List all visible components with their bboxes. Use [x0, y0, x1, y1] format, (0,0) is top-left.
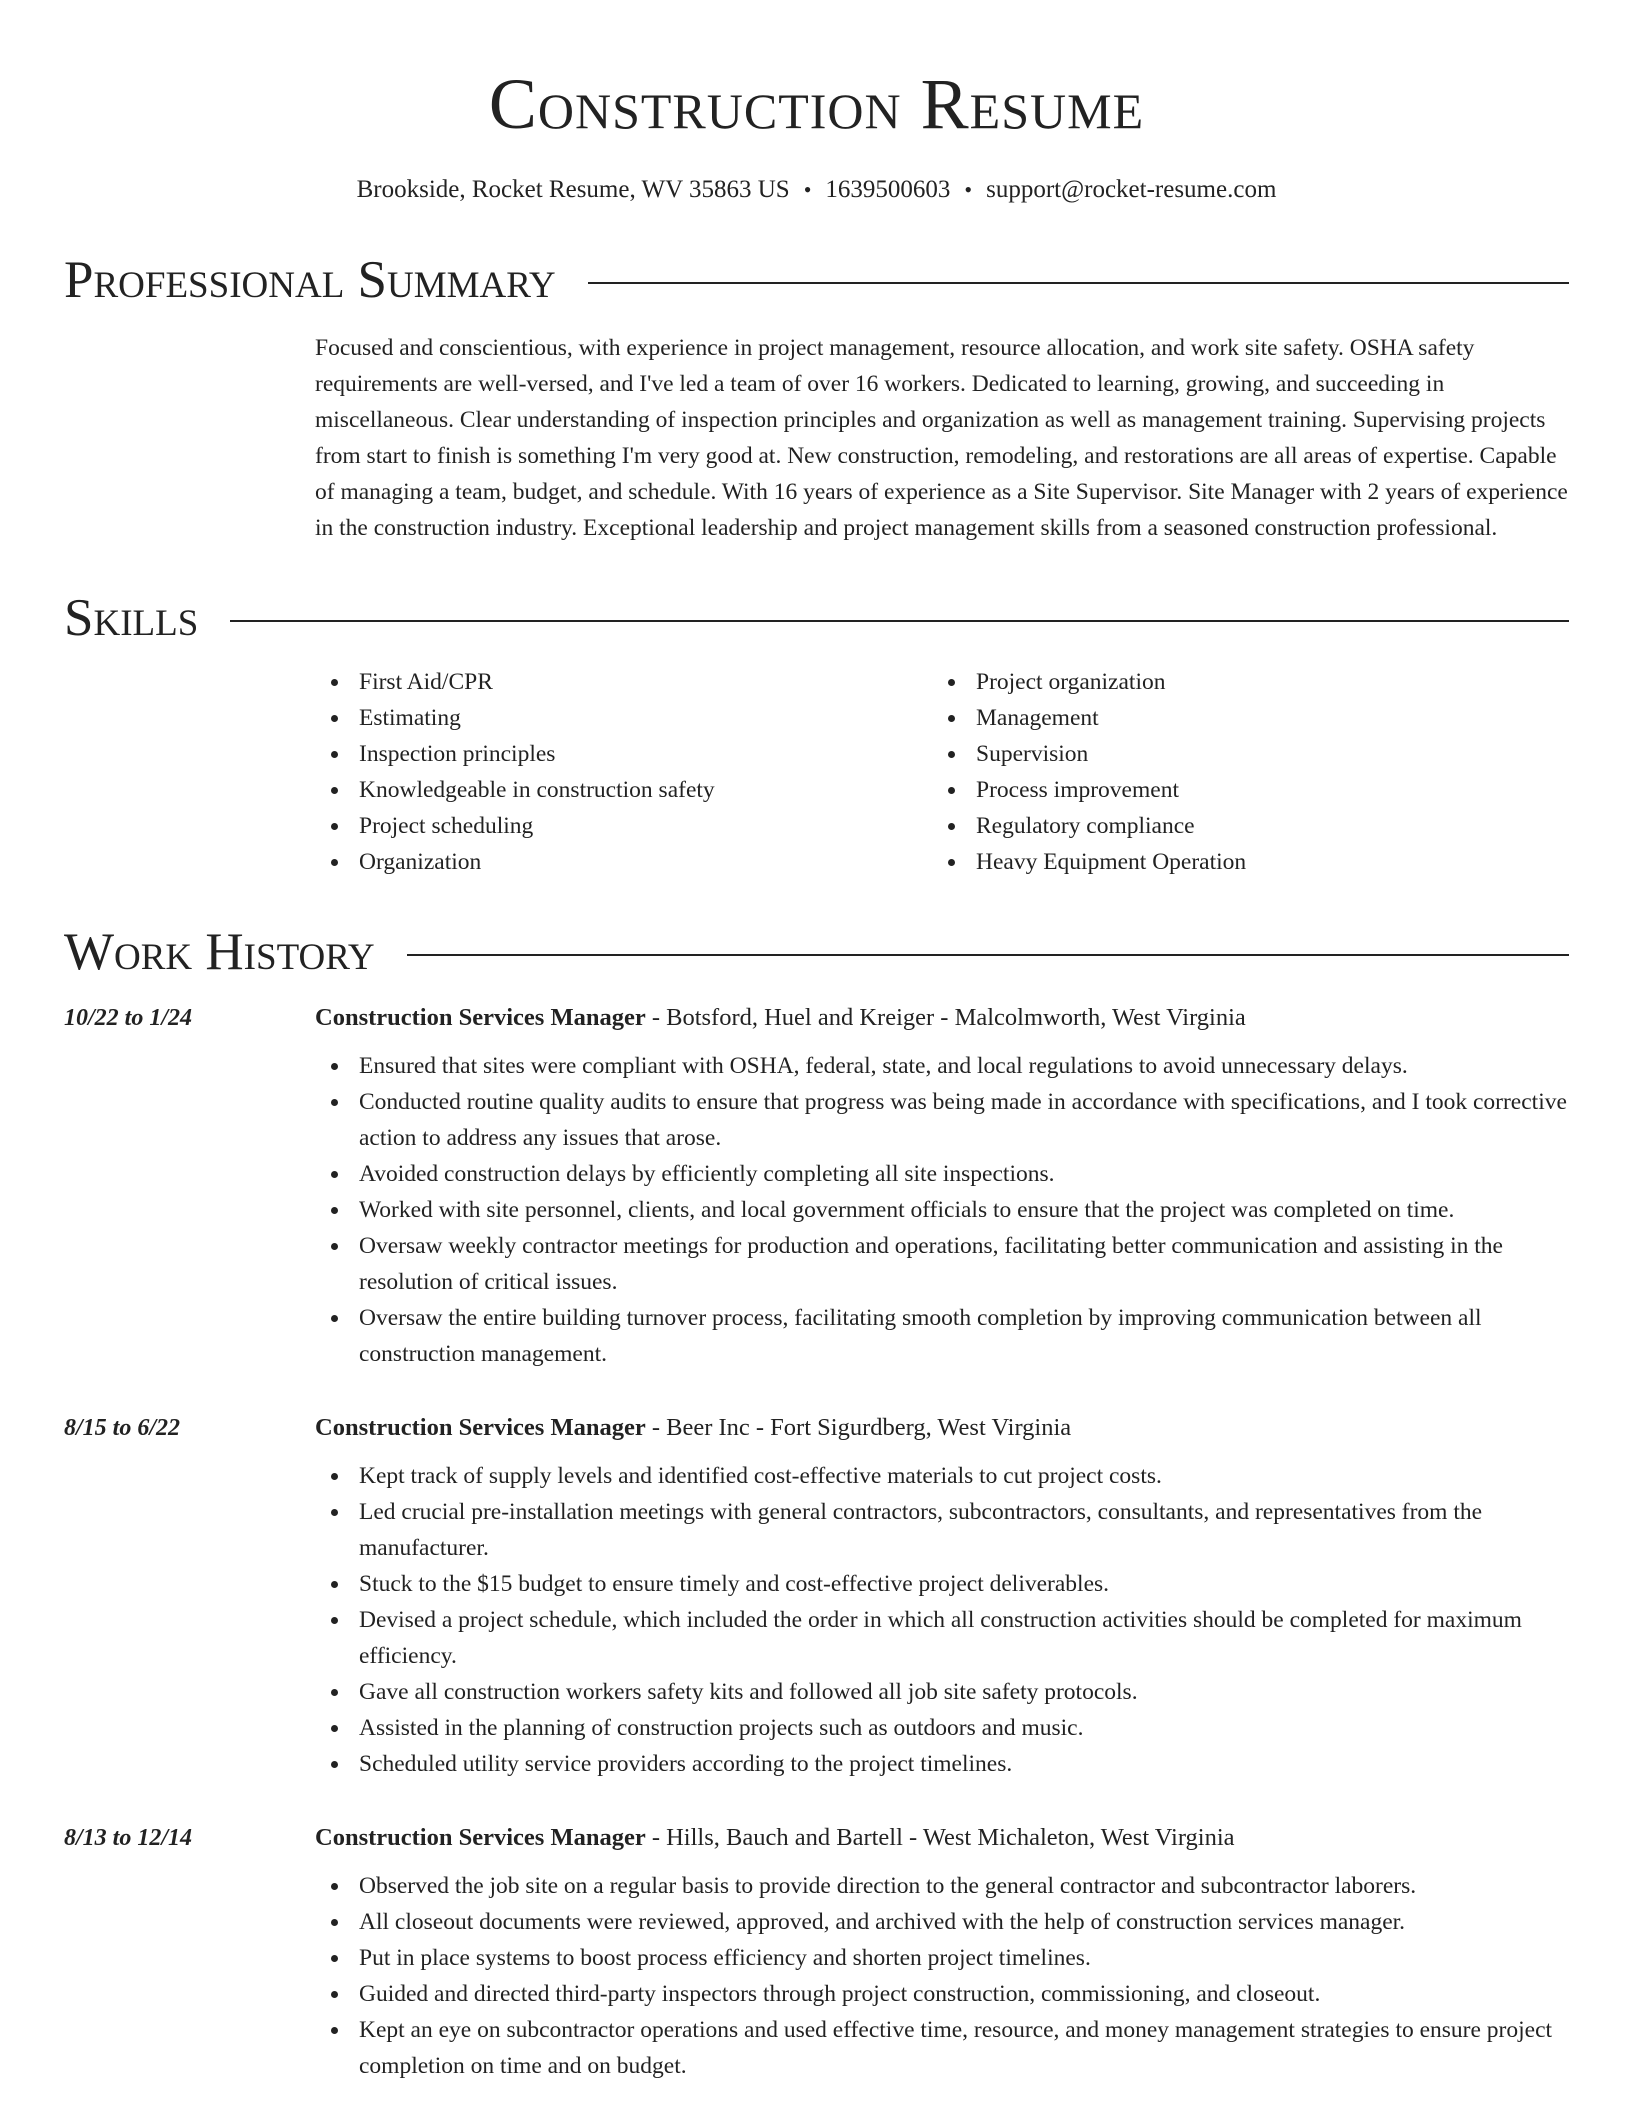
- job-bullet: Avoided construction delays by efficiently completing all site inspections.: [315, 1156, 1569, 1192]
- job-body: [315, 1408, 1569, 1782]
- work-history-header: [64, 920, 1569, 984]
- summary-title: Professional Summary: [64, 251, 556, 309]
- job-bullet: Gave all construction workers safety kits and followed all job site safety protocols.: [315, 1674, 1569, 1710]
- job-bullet: Led crucial pre-installation meetings with general contractors, subcontractors, consultants, and representatives from the manufacturer.: [315, 1494, 1569, 1566]
- contact-line: [64, 172, 1569, 208]
- skill-item: Project organization: [932, 664, 1549, 700]
- job-bullet: Assisted in the planning of construction projects such as outdoors and music.: [315, 1710, 1569, 1746]
- job-dates: 10/22 to 1/24: [64, 1005, 193, 1031]
- job-bullet: Observed the job site on a regular basis to provide direction to the general contractor and subcontractor laborers.: [315, 1868, 1569, 1904]
- job-bullet-list: [315, 1868, 1569, 2084]
- job-heading: [315, 1408, 1569, 1448]
- skill-item: Organization: [315, 844, 932, 880]
- job-entry: [64, 998, 1569, 1372]
- job-employer-location: - Hills, Bauch and Bartell - West Michaleton, West Virginia: [645, 1824, 1235, 1851]
- job-body: [315, 998, 1569, 1372]
- job-bullet-list: [315, 1458, 1569, 1782]
- resume-page: [64, 56, 1569, 2084]
- work-history-title: Work History: [64, 923, 375, 981]
- job-bullet-list: [315, 1048, 1569, 1372]
- skill-item: First Aid/CPR: [315, 664, 932, 700]
- job-bullet: Worked with site personnel, clients, and local government officials to ensure that the project was completed on time.: [315, 1192, 1569, 1228]
- skill-item: Regulatory compliance: [932, 808, 1549, 844]
- skills-header: [64, 586, 1569, 650]
- job-heading: [315, 998, 1569, 1038]
- job-title: Construction Services Manager: [315, 1414, 646, 1441]
- section-divider: [230, 620, 1569, 622]
- summary-header: [64, 248, 1569, 312]
- contact-phone: 1639500603: [825, 176, 951, 203]
- skill-item: Inspection principles: [315, 736, 932, 772]
- job-bullet: Ensured that sites were compliant with OSHA, federal, state, and local regulations to avoid unnecessary delays.: [315, 1048, 1569, 1084]
- skill-item: Knowledgeable in construction safety: [315, 772, 932, 808]
- job-title: Construction Services Manager: [315, 1004, 646, 1031]
- job-entry: [64, 1408, 1569, 1782]
- job-title: Construction Services Manager: [315, 1824, 646, 1851]
- job-entry: [64, 1818, 1569, 2084]
- skills-columns: [315, 664, 1569, 880]
- job-bullet: Scheduled utility service providers according to the project timelines.: [315, 1746, 1569, 1782]
- job-bullet: Put in place systems to boost process efficiency and shorten project timelines.: [315, 1940, 1569, 1976]
- skill-item: Supervision: [932, 736, 1549, 772]
- summary-section: [64, 248, 1569, 546]
- section-divider: [588, 282, 1569, 284]
- work-history-section: [64, 920, 1569, 2084]
- job-dates: 8/13 to 12/14: [64, 1825, 193, 1851]
- skills-list-right: [932, 664, 1549, 880]
- job-bullet: Devised a project schedule, which included the order in which all construction activities should be completed for maximum efficiency.: [315, 1602, 1569, 1674]
- skills-list-left: [315, 664, 932, 880]
- job-bullet: Oversaw the entire building turnover process, facilitating smooth completion by improving communication between all construction management.: [315, 1300, 1569, 1372]
- job-bullet: Kept track of supply levels and identified cost-effective materials to cut project costs.: [315, 1458, 1569, 1494]
- skills-title: Skills: [64, 589, 199, 647]
- job-employer-location: - Botsford, Huel and Kreiger - Malcolmworth, West Virginia: [645, 1004, 1246, 1031]
- job-bullet: Kept an eye on subcontractor operations and used effective time, resource, and money management strategies to ensure project completion on time and on budget.: [315, 2012, 1569, 2084]
- job-bullet: Stuck to the $15 budget to ensure timely and cost-effective project deliverables.: [315, 1566, 1569, 1602]
- contact-email: support@rocket-resume.com: [986, 176, 1277, 203]
- skill-item: Heavy Equipment Operation: [932, 844, 1549, 880]
- summary-text: Focused and conscientious, with experience in project management, resource allocation, and work site safety. OSHA safety requirements are well-versed, and I've led a team of over 16 workers. Dedicated to learning, growing, and succeeding in miscellaneous. Clear understanding of inspection principles and organization as well as management training. Supervising projects from start to finish is something I'm very good at. New construction, remodeling, and restorations are all areas of expertise. Capable of managing a team, budget, and schedule. With 16 years of experience as a Site Supervisor. Site Manager with 2 years of experience in the construction industry. Exceptional leadership and project management skills from a seasoned construction professional.: [315, 335, 1568, 541]
- job-dates: 8/15 to 6/22: [64, 1415, 181, 1441]
- skills-section: [64, 586, 1569, 880]
- job-bullet: Conducted routine quality audits to ensure that progress was being made in accordance with specifications, and I took corrective action to address any issues that arose.: [315, 1084, 1569, 1156]
- job-body: [315, 1818, 1569, 2084]
- skill-item: Management: [932, 700, 1549, 736]
- job-employer-location: - Beer Inc - Fort Sigurdberg, West Virginia: [645, 1414, 1072, 1441]
- section-divider: [407, 954, 1569, 956]
- job-bullet: Guided and directed third-party inspectors through project construction, commissioning, and closeout.: [315, 1976, 1569, 2012]
- resume-name: Construction Resume: [488, 64, 1145, 144]
- job-heading: [315, 1818, 1569, 1858]
- contact-separator: •: [964, 177, 973, 202]
- job-list: [64, 998, 1569, 2084]
- contact-address: Brookside, Rocket Resume, WV 35863 US: [356, 176, 790, 203]
- skill-item: Project scheduling: [315, 808, 932, 844]
- job-bullet: All closeout documents were reviewed, approved, and archived with the help of construction services manager.: [315, 1904, 1569, 1940]
- skill-item: Process improvement: [932, 772, 1549, 808]
- skill-item: Estimating: [315, 700, 932, 736]
- job-bullet: Oversaw weekly contractor meetings for production and operations, facilitating better communication and assisting in the resolution of critical issues.: [315, 1228, 1569, 1300]
- contact-separator: •: [803, 177, 812, 202]
